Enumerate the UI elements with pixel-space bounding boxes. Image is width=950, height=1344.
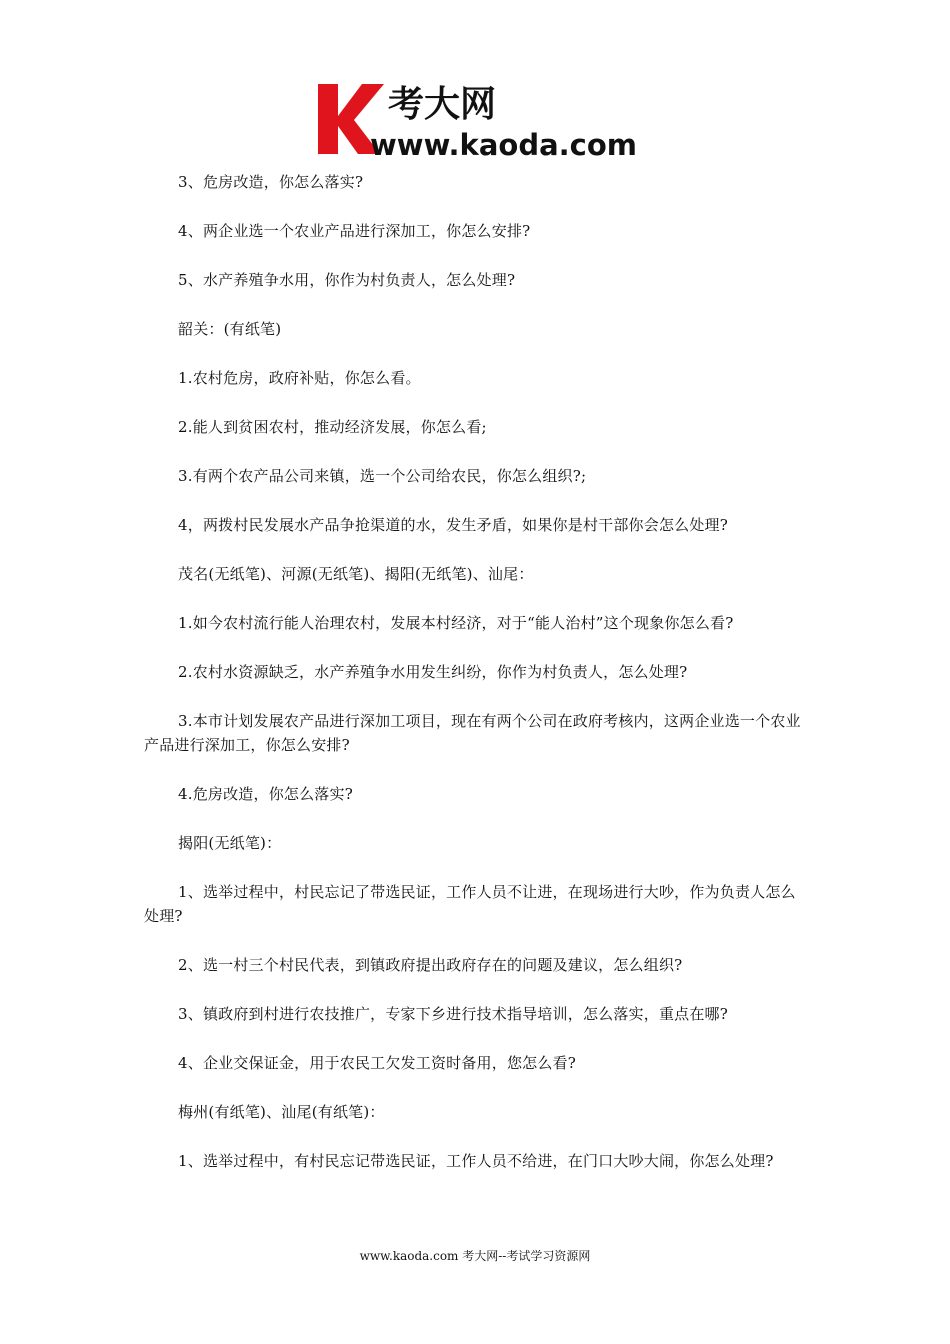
paragraph: 4.危房改造，你怎么落实? <box>178 785 353 803</box>
paragraph: 4，两拨村民发展水产品争抢渠道的水，发生矛盾，如果你是村干部你会怎么处理? <box>178 516 728 534</box>
paragraph: 1.如今农村流行能人治理农村，发展本村经济，对于“能人治村”这个现象你怎么看? <box>178 614 734 632</box>
page-footer: www.kaoda.com 考大网--考试学习资源网 <box>359 1249 591 1263</box>
paragraph: 2.能人到贫困农村，推动经济发展，你怎么看; <box>178 418 487 436</box>
paragraph: 3、危房改造，你怎么落实? <box>178 173 364 191</box>
paragraph: 5、水产养殖争水用，你作为村负责人，怎么处理? <box>178 271 516 289</box>
paragraph: 2.农村水资源缺乏，水产养殖争水用发生纠纷，你作为村负责人，怎么处理? <box>178 663 688 681</box>
logo-url: www.kaoda.com <box>370 128 637 162</box>
document-body <box>144 170 810 1198</box>
logo-chinese-name: 考大网 <box>388 84 497 125</box>
paragraph: 3.有两个农产品公司来镇，选一个公司给农民，你怎么组织?; <box>178 467 587 485</box>
paragraph: 2、选一村三个村民代表，到镇政府提出政府存在的问题及建议，怎么组织? <box>178 956 683 974</box>
section-heading: 韶关：(有纸笔) <box>178 320 282 338</box>
paragraph: 4、两企业选一个农业产品进行深加工，你怎么安排? <box>178 222 531 240</box>
kaoda-logo <box>318 82 638 162</box>
paragraph: 1、选举过程中，村民忘记了带选民证，工作人员不让进，在现场进行大吵，作为负责人怎么处理? <box>144 883 796 925</box>
kaoda-logo-graphic <box>318 82 638 162</box>
section-heading: 梅州(有纸笔)、汕尾(有纸笔)： <box>178 1103 385 1121</box>
section-heading: 揭阳(无纸笔)： <box>178 834 282 852</box>
paragraph: 4、企业交保证金，用于农民工欠发工资时备用，您怎么看? <box>178 1054 576 1072</box>
paragraph: 3.本市计划发展农产品进行深加工项目，现在有两个公司在政府考核内，这两企业选一个农业产品进行深加工，你怎么安排? <box>144 712 801 754</box>
paragraph: 1、选举过程中，有村民忘记带选民证，工作人员不给进，在门口大吵大闹，你怎么处理? <box>178 1152 774 1170</box>
paragraph: 1.农村危房，政府补贴，你怎么看。 <box>178 369 421 387</box>
section-heading: 茂名(无纸笔)、河源(无纸笔)、揭阳(无纸笔)、汕尾： <box>178 565 534 583</box>
paragraph: 3、镇政府到村进行农技推广，专家下乡进行技术指导培训，怎么落实，重点在哪? <box>178 1005 728 1023</box>
